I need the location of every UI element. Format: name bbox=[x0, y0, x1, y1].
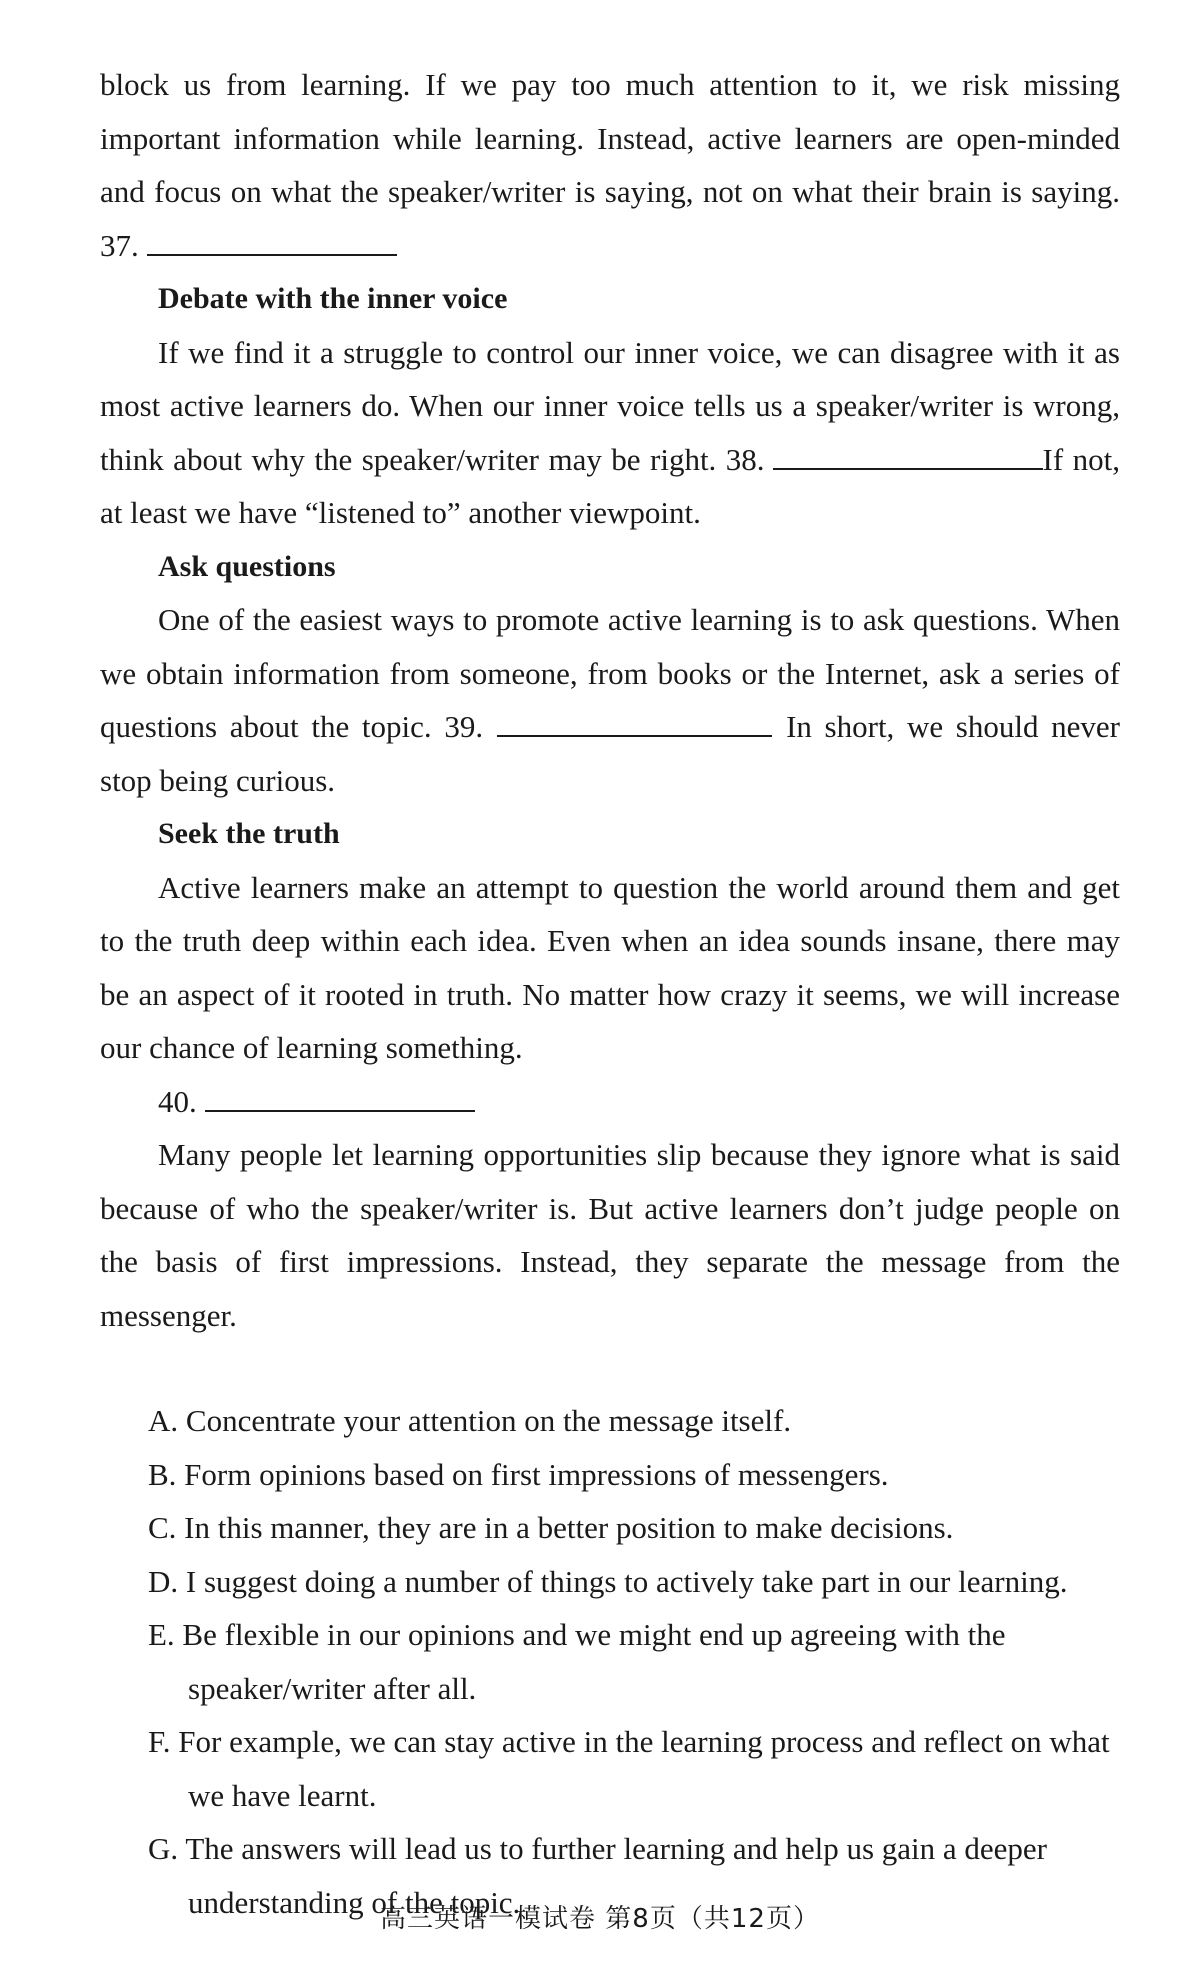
question-40-line bbox=[100, 1075, 1120, 1129]
paragraph-debate bbox=[100, 326, 1120, 540]
answer-blank-38[interactable] bbox=[773, 438, 1043, 470]
paragraph-truth: Active learners make an attempt to question the world around them and get to the truth deep within each idea. Even when an idea sounds insane, there may be an aspect of it rooted in truth. No matter how crazy it seems, we will increase our chance of learning something. bbox=[100, 869, 1120, 1065]
paragraph-text: If we find it a struggle to control our inner voice, we can disagree with it as most active learners do. When our inner voice tells us a speaker/writer is wrong, think about why the speaker/writer may be right. bbox=[100, 334, 1120, 477]
answer-blank-40[interactable] bbox=[205, 1080, 475, 1112]
paragraph-text: block us from learning. If we pay too much attention to it, we risk missing important information while learning. Instead, active learners are open-minded and focus on what the speaker/writer is saying, not on what their brain is saying. bbox=[100, 67, 1120, 209]
paragraph-text: One of the easiest ways to promote active learning is to ask questions. When we obtain information from someone, from books or the Internet, ask a series of questions about the topic. bbox=[100, 602, 1120, 744]
paragraph-inner-voice-intro bbox=[100, 58, 1120, 272]
answer-blank-37[interactable] bbox=[147, 224, 397, 256]
answer-options bbox=[100, 1394, 1120, 1929]
option-g: G. The answers will lead us to further learning and help us gain a deeper understanding of the topic. bbox=[148, 1831, 1047, 1920]
option-d: D. I suggest doing a number of things to actively take part in our learning. bbox=[148, 1563, 1068, 1599]
exam-page bbox=[100, 58, 1120, 1929]
question-number-39: 39. bbox=[444, 709, 484, 744]
paragraph-text: In short, we should never stop being curious. bbox=[100, 709, 1121, 798]
question-number-37: 37. bbox=[100, 227, 139, 263]
section-heading-truth: Seek the truth bbox=[158, 817, 340, 850]
option-e: E. Be flexible in our opinions and we might end up agreeing with the speaker/writer after all. bbox=[148, 1617, 1006, 1706]
question-number-40: 40. bbox=[158, 1083, 197, 1119]
paragraph-ask bbox=[100, 593, 1120, 807]
question-number-38: 38. bbox=[725, 441, 765, 477]
section-heading-debate: Debate with the inner voice bbox=[158, 282, 508, 315]
page-footer: 高三英语一模试卷 第8页（共12页） bbox=[380, 1904, 820, 1934]
answer-blank-39[interactable] bbox=[497, 705, 772, 737]
option-b: B. Form opinions based on first impressions of messengers. bbox=[148, 1456, 889, 1492]
paragraph-text: If not, at least we have “listened to” another viewpoint. bbox=[100, 441, 1121, 530]
option-c: C. In this manner, they are in a better position to make decisions. bbox=[148, 1510, 954, 1545]
option-f: F. For example, we can stay active in the learning process and reflect on what we have learnt. bbox=[148, 1724, 1110, 1813]
section-heading-ask: Ask questions bbox=[158, 549, 336, 583]
paragraph-messenger: Many people let learning opportunities slip because they ignore what is said because of who the speaker/writer is. But active learners don’t judge people on the basis of first impressions. Instead, they separate the message from the messenger. bbox=[100, 1137, 1120, 1333]
option-a: A. Concentrate your attention on the message itself. bbox=[148, 1403, 792, 1438]
